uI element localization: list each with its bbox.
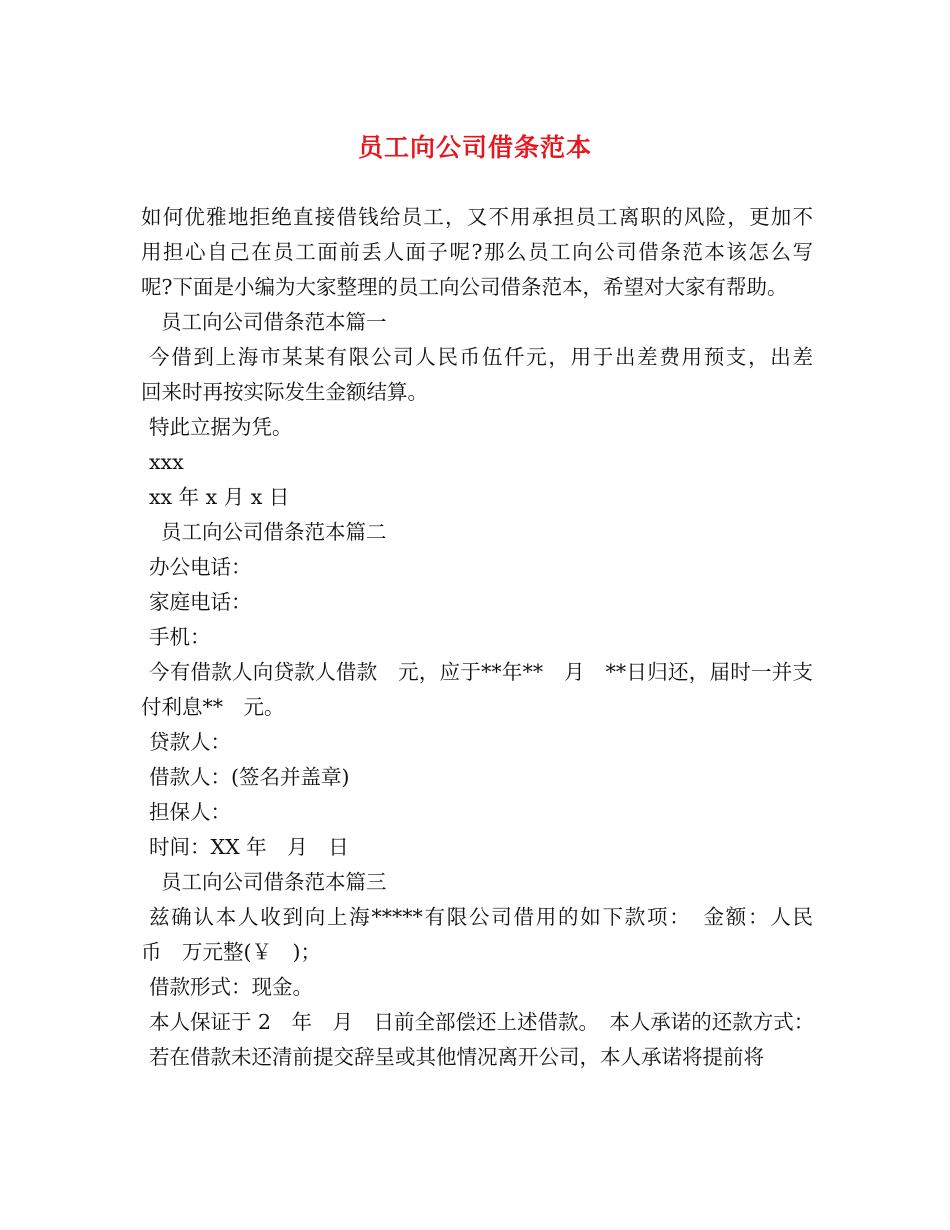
paragraph-line: 今有借款人向贷款人借款 元，应于**年** 月 **日归还，届时一并支 bbox=[149, 660, 813, 684]
field-office-phone: 办公电话： bbox=[149, 555, 252, 579]
field-borrower: 借款人：(签名并盖章) bbox=[149, 765, 350, 789]
intro-line-3: 呢?下面是小编为大家整理的员工向公司借条范本，希望对大家有帮助。 bbox=[141, 275, 788, 299]
intro-line-2: 用担心自己在员工面前丢人面子呢?那么员工向公司借条范本该怎么写 bbox=[141, 240, 813, 264]
field-lender: 贷款人： bbox=[149, 730, 231, 754]
document-title: 员工向公司借条范本 bbox=[357, 133, 592, 162]
paragraph-line: 借款形式：现金。 bbox=[149, 975, 313, 999]
paragraph-line: 回来时再按实际发生金额结算。 bbox=[141, 380, 428, 404]
section-heading-1: 员工向公司借条范本篇一 bbox=[161, 310, 387, 334]
paragraph-line: 兹确认本人收到向上海*****有限公司借用的如下款项： 金额：人民 bbox=[149, 905, 813, 929]
date-placeholder: xx 年 x 月 x 日 bbox=[149, 485, 290, 509]
paragraph-line: 今借到上海市某某有限公司人民币伍仟元，用于出差费用预支，出差 bbox=[149, 345, 813, 369]
paragraph-line: 本人保证于 2 年 月 日前全部偿还上述借款。 本人承诺的还款方式： bbox=[149, 1010, 815, 1034]
field-home-phone: 家庭电话： bbox=[149, 590, 252, 614]
paragraph-line: 若在借款未还清前提交辞呈或其他情况离开公司，本人承诺将提前将 bbox=[149, 1045, 764, 1069]
section-heading-2: 员工向公司借条范本篇二 bbox=[161, 520, 387, 544]
document-body bbox=[141, 200, 813, 1075]
field-date: 时间：XX 年 月 日 bbox=[149, 835, 349, 859]
paragraph-line: 付利息** 元。 bbox=[141, 695, 285, 719]
signature-placeholder: xxx bbox=[149, 450, 184, 474]
paragraph-line: 币 万元整(￥ )； bbox=[141, 940, 321, 964]
field-mobile: 手机： bbox=[149, 625, 211, 649]
paragraph-line: 特此立据为凭。 bbox=[149, 415, 293, 439]
section-heading-3: 员工向公司借条范本篇三 bbox=[161, 870, 387, 894]
field-guarantor: 担保人： bbox=[149, 800, 231, 824]
intro-line-1: 如何优雅地拒绝直接借钱给员工，又不用承担员工离职的风险，更加不 bbox=[141, 205, 813, 229]
